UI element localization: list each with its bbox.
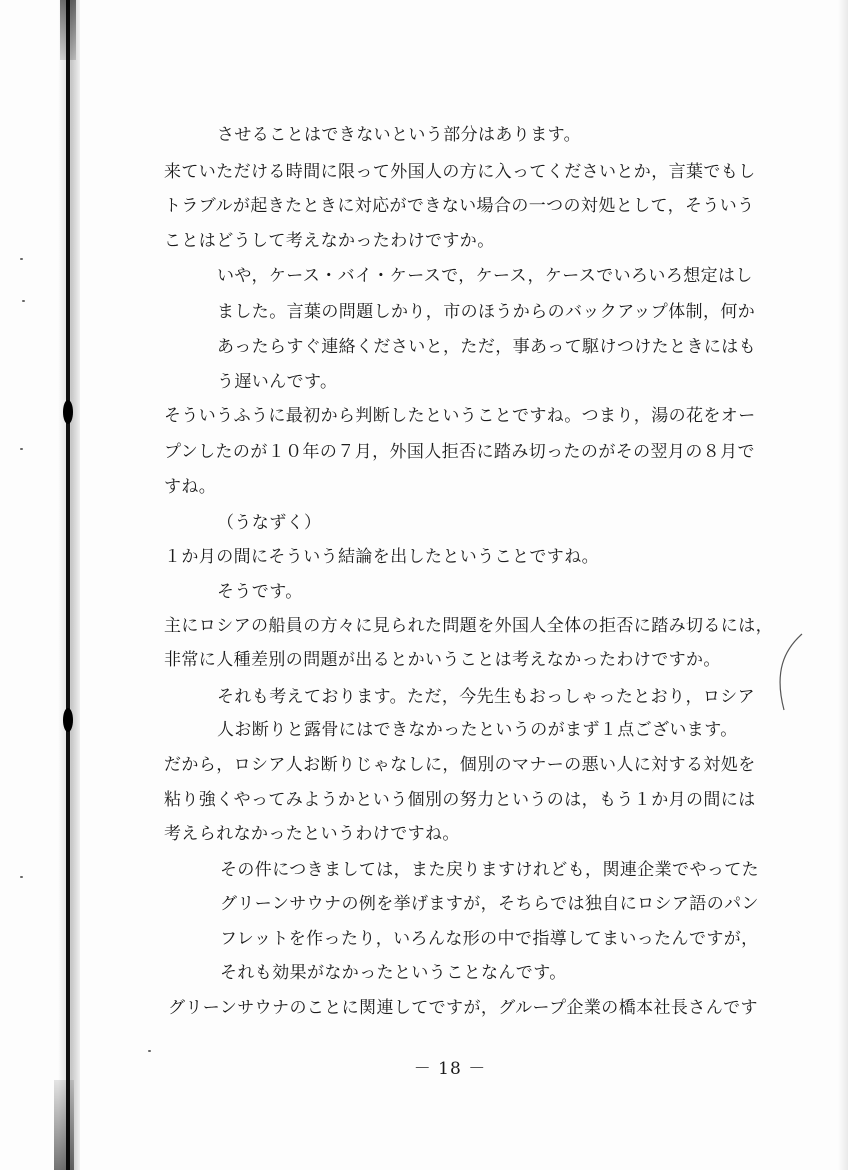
text-line: ました。言葉の問題しかり，市のほうからのバックアップ体制，何か bbox=[217, 302, 756, 322]
text-line: プンしたのが１０年の７月，外国人拒否に踏み切ったのがその翌月の８月で bbox=[164, 442, 755, 462]
text-line: その件につきましては，また戻りますけれども，関連企業でやってた bbox=[220, 860, 760, 880]
scan-speck bbox=[20, 448, 23, 450]
text-line: 非常に人種差別の問題が出るとかいうことは考えなかったわけですか。 bbox=[164, 650, 721, 670]
text-line: それも効果がなかったということなんです。 bbox=[220, 963, 567, 983]
punch-hole-mark bbox=[63, 708, 73, 732]
scan-speck bbox=[22, 300, 25, 302]
binding-edge bbox=[66, 0, 70, 1170]
page-number: － 18 － bbox=[413, 1059, 487, 1079]
scan-speck bbox=[20, 258, 23, 260]
scan-speck bbox=[148, 1050, 151, 1052]
text-line: ことはどうして考えなかったわけですか。 bbox=[164, 231, 495, 251]
text-line: １か月の間にそういう結論を出したということですね。 bbox=[164, 547, 599, 567]
text-line: （うなずく） bbox=[217, 513, 322, 533]
binding-shadow-bottom bbox=[54, 1080, 74, 1170]
text-line: 来ていただける時間に限って外国人の方に入ってくださいとか，言葉でもし bbox=[164, 162, 756, 182]
text-line: 人お断りと露骨にはできなかったというのがまず１点ございます。 bbox=[217, 720, 738, 740]
pen-stroke-mark bbox=[770, 632, 810, 712]
text-line: すね。 bbox=[164, 477, 217, 497]
text-line: 考えられなかったというわけですね。 bbox=[164, 824, 460, 844]
binding-shadow-top bbox=[60, 0, 76, 60]
text-line: グリーンサウナの例を挙げますが，そちらでは独自にロシア語のパン bbox=[220, 894, 759, 914]
text-line: だから，ロシア人お断りじゃなしに，個別のマナーの悪い人に対する対処を bbox=[164, 755, 756, 775]
text-line: あったらすぐ連絡くださいと，ただ，事あって駆けつけたときにはも bbox=[217, 337, 757, 357]
text-line: グリーンサウナのことに関連してですが，グループ企業の橋本社長さんです bbox=[168, 998, 758, 1018]
text-line: そうです。 bbox=[217, 582, 303, 602]
text-line: トラブルが起きたときに対応ができない場合の一つの対処として，そういう bbox=[164, 196, 755, 216]
text-line: 主にロシアの船員の方々に見られた問題を外国人全体の拒否に踏み切るには， bbox=[164, 616, 773, 636]
text-line: フレットを作ったり，いろんな形の中で指導してまいったんですが， bbox=[220, 929, 759, 949]
text-line: いや，ケース・バイ・ケースで，ケース，ケースでいろいろ想定はし bbox=[217, 266, 753, 286]
scan-speck bbox=[20, 876, 23, 878]
text-line: う遅いんです。 bbox=[217, 372, 338, 392]
page-edge-shadow bbox=[838, 0, 848, 1170]
text-line: それも考えております。ただ，今先生もおっしゃったとおり，ロシア bbox=[217, 687, 756, 707]
text-line: そういうふうに最初から判断したということですね。つまり，湯の花をオー bbox=[164, 406, 756, 426]
punch-hole-mark bbox=[63, 400, 73, 424]
text-line: させることはできないという部分はあります。 bbox=[217, 125, 582, 145]
text-line: 粘り強くやってみようかという個別の努力というのは，もう１か月の間には bbox=[164, 790, 756, 810]
